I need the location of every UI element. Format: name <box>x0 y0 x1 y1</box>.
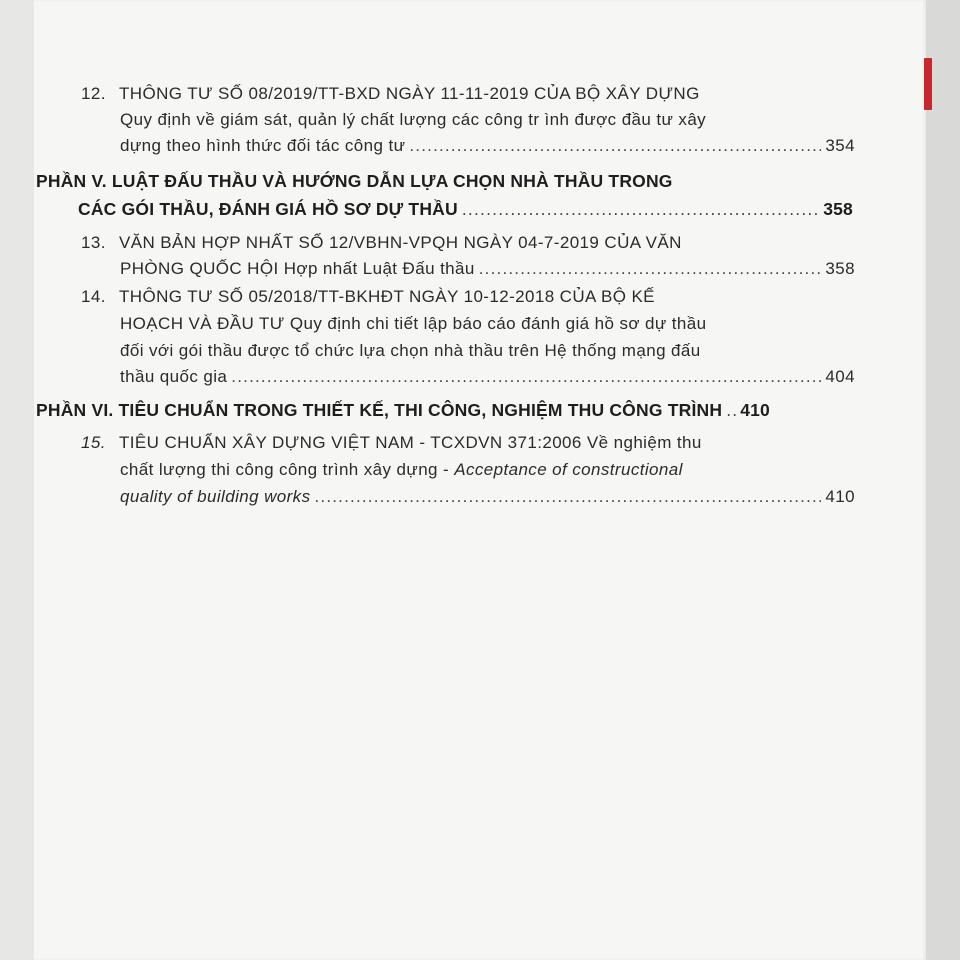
toc-entry-text: THÔNG TƯ SỐ 08/2019/TT-BXD NGÀY 11-11-2019 CỦA BỘ XÂY DỰNG <box>119 84 700 103</box>
dot-leader <box>479 256 822 282</box>
dot-leader <box>462 196 819 222</box>
cover-edge-red <box>924 58 932 110</box>
toc-entry-text-en: Acceptance of constructional <box>454 460 683 479</box>
toc-entry-15-line-3 <box>120 484 855 510</box>
toc-entry-14-line-3: đối với gói thầu được tổ chức lựa chọn nhà thầu trên Hệ thống mạng đấu <box>120 341 701 360</box>
toc-entry-text <box>120 460 683 479</box>
toc-entry-text: quality of building works <box>120 487 311 506</box>
toc-page-number: 410 <box>740 400 770 420</box>
toc-entry-text: THÔNG TƯ SỐ 05/2018/TT-BKHĐT NGÀY 10-12-2018 CỦA BỘ KẾ <box>119 287 655 306</box>
dot-leader <box>314 484 821 510</box>
dot-leader <box>726 397 736 423</box>
toc-entry-15-line-1 <box>81 430 702 456</box>
toc-page-number: 404 <box>825 367 855 386</box>
toc-page-number: 410 <box>825 487 855 506</box>
page-edge <box>926 0 960 960</box>
toc-entry-text: TIÊU CHUẨN XÂY DỰNG VIỆT NAM - TCXDVN 371:2006 Về nghiệm thu <box>119 433 702 452</box>
toc-entry-13-line-1 <box>81 230 682 256</box>
part-v-heading-line-2 <box>78 196 853 222</box>
toc-entry-12-line-2: Quy định về giám sát, quản lý chất lượng các công tr ình được đầu tư xây <box>120 110 707 129</box>
toc-page-number: 354 <box>825 136 855 155</box>
toc-heading-text: PHẦN VI. TIÊU CHUẨN TRONG THIẾT KẾ, THI CÔNG, NGHIỆM THU CÔNG TRÌNH <box>36 400 723 420</box>
toc-entry-text: VĂN BẢN HỢP NHẤT SỐ 12/VBHN-VPQH NGÀY 04-7-2019 CỦA VĂN <box>119 233 682 252</box>
toc-entry-text: thầu quốc gia <box>120 367 228 386</box>
toc-entry-15-line-2 <box>120 457 683 483</box>
part-vi-heading <box>36 397 860 423</box>
toc-heading-text: CÁC GÓI THẦU, ĐÁNH GIÁ HỒ SƠ DỰ THẦU <box>78 199 458 219</box>
toc-entry-number: 14. <box>81 287 106 306</box>
toc-entry-14-line-4 <box>120 364 855 390</box>
toc-entry-number: 13. <box>81 233 106 252</box>
toc-entry-text: PHÒNG QUỐC HỘI Hợp nhất Luật Đấu thầu <box>120 259 475 278</box>
toc-page-number: 358 <box>823 199 853 219</box>
toc-entry-12-line-3 <box>120 133 855 159</box>
toc-entry-number: 12. <box>81 84 106 103</box>
toc-entry-text: dựng theo hình thức đối tác công tư <box>120 136 406 155</box>
part-v-heading-line-1: PHẦN V. LUẬT ĐẤU THẦU VÀ HƯỚNG DẪN LỰA CHỌN NHÀ THẦU TRONG <box>36 171 673 191</box>
toc-entry-13-line-2 <box>120 256 855 282</box>
toc-entry-12-line-1 <box>81 81 700 107</box>
dot-leader <box>409 133 821 159</box>
toc-entry-number: 15. <box>81 433 106 452</box>
toc-entry-14-line-1 <box>81 284 655 310</box>
toc-entry-text-vi: chất lượng thi công công trình xây dựng - <box>120 460 455 479</box>
toc-entry-14-line-2: HOẠCH VÀ ĐẦU TƯ Quy định chi tiết lập báo cáo đánh giá hồ sơ dự thầu <box>120 314 707 333</box>
dot-leader <box>231 364 821 390</box>
toc-page-number: 358 <box>825 259 855 278</box>
